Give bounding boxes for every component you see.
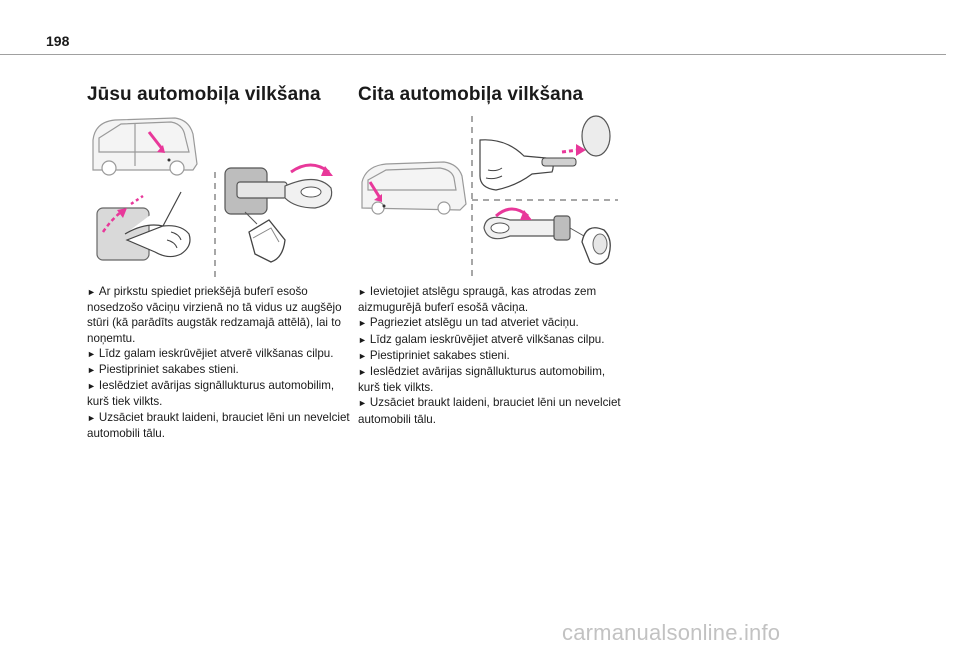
rear-towing-illustration [356,112,621,282]
arrow-right-icon [562,150,578,152]
van-rear-icon [362,162,466,214]
instruction-step: ► Ar pirkstu spiediet priekšējā buferī esošo nosedzošo vāciņu virzienā no tā vidus uz augšējo stūri (kā parādīts augstāk redzamajā attēlā), lai to noņemtu. [87,285,342,345]
page-number: 198 [46,33,70,49]
instruction-step: ► Līdz galam ieskrūvējiet atverē vilkšanas cilpu. [87,346,334,360]
front-towing-illustration [85,112,350,282]
van-icon [93,118,197,175]
hand-with-key-icon [480,116,610,190]
instruction-step: ► Līdz galam ieskrūvējiet atverē vilkšanas cilpu. [358,332,605,346]
watermark: carmanualsonline.info [562,620,781,645]
instruction-step: ► Piestipriniet sakabes stieni. [358,348,510,362]
instruction-list [87,284,352,441]
triangle-right-icon: ► [358,287,367,297]
triangle-right-icon: ► [358,334,367,345]
instruction-step: ► Ieslēdziet avārijas signāllukturus automobilim, kurš tiek vilkts. [87,379,335,409]
removed-cap-icon [245,212,285,262]
triangle-right-icon: ► [87,381,96,392]
instruction-step: ► Pagrieziet atslēgu un tad atveriet vāciņu. [358,316,579,330]
section-title: Cita automobiļa vilkšana [358,84,584,105]
triangle-right-icon: ► [358,367,367,378]
towing-eye-icon [484,209,610,264]
instruction-step: ► Uzsāciet braukt laideni, brauciet lēni un nevelciet automobili tālu. [358,396,621,426]
header-divider [0,54,946,55]
instruction-step: ► Ieslēdziet avārijas signāllukturus automobilim, kurš tiek vilkts. [358,365,606,395]
triangle-right-icon: ► [87,348,96,359]
triangle-right-icon: ► [87,365,96,376]
triangle-right-icon: ► [87,287,96,297]
triangle-right-icon: ► [358,318,367,329]
triangle-right-icon: ► [87,412,96,423]
instruction-list [358,284,623,427]
section-title: Jūsu automobiļa vilkšana [87,84,321,105]
instruction-step: ► Piestipriniet sakabes stieni. [87,363,239,377]
instruction-step: ► Ievietojiet atslēgu spraugā, kas atrodas zem aizmugurējā buferī esošā vāciņa. [358,285,597,315]
section-other-vehicle-towing [358,84,623,426]
triangle-right-icon: ► [358,350,367,361]
section-own-vehicle-towing [87,84,352,440]
towing-eye-icon [225,165,333,214]
triangle-right-icon: ► [358,398,367,409]
instruction-step: ► Uzsāciet braukt laideni, brauciet lēni un nevelciet automobili tālu. [87,410,350,440]
hand-pressing-cap-icon [97,192,190,260]
